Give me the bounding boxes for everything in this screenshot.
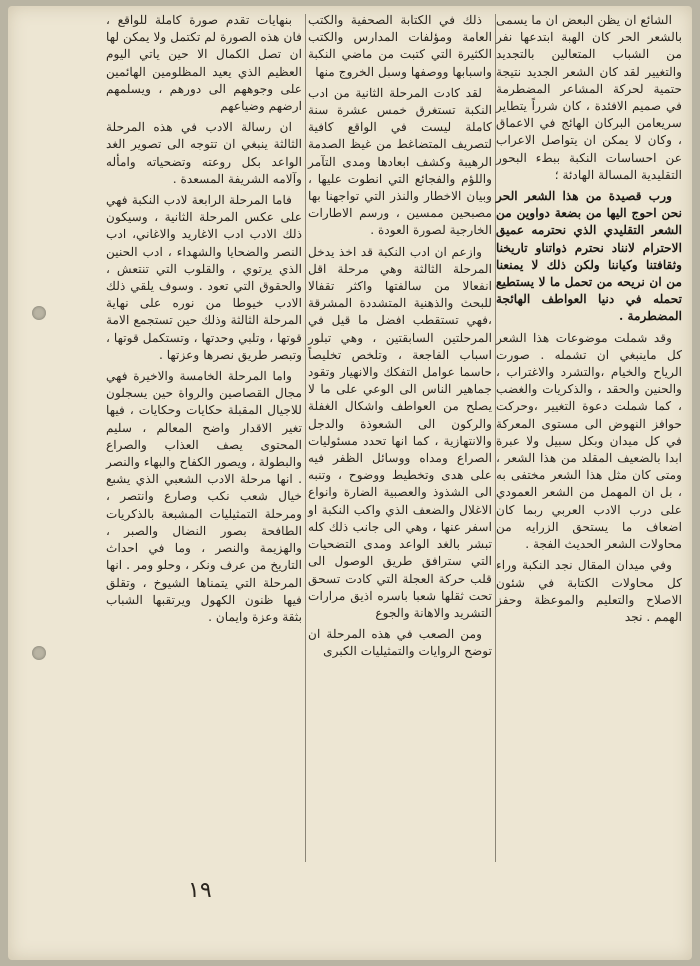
column-divider [495,14,496,862]
column-right [496,12,682,630]
paragraph: فاما المرحلة الرابعة لادب النكبة فهي على عكس المرحلة الثانية ، وسيكون ذلك الادب ادب الاغاريد والاغاني، ادب النصر والضحايا والشهداء ، ادب الحنين الذي يرتوي ، والقلوب التي تنتعش ، والحقوق التي تعود . وسوف يلقي ذلك الادب خيوطا من نوره على نهاية المرحلة الثالثة وذلك حين تستجمع الامة قوتها ، وتلبي وحدتها ، وتستكمل قوتها ، وتبصر طريق نصرها وعزتها . [106,193,302,362]
paragraph: ورب قصيدة من هذا الشعر الحر نحن احوج اليها من بضعة دواوين من الشعر التقليدي الذي نحترمه عميق الاحترام لانناد نحترم ذواتناو تاريخنا وثقافتنا وكياننا ولكن ذلك لا يمنعنا من ان نريحه من تحمل ما لا يستطيع تحمله في دنيا العواطف الهائجة المضطرمة . [496,189,682,324]
binding-hole [32,646,46,660]
page-number: ١٩ [188,878,212,903]
column-middle [308,12,492,665]
paragraph: وفي ميدان المقال نجد النكبة وراء كل محاولات الكتابة في شئون الاصلاح والتعليم والموعظة وحفز الهمم . نجد [496,558,682,624]
paragraph: لقد كادت المرحلة الثانية من ادب النكبة تستغرق خمس عشرة سنة كاملة ليست في الواقع كافية لتصريف المتضاغط من غيظ الصدمة الرهيبة وكشف ابعادها ومدى التآمر واللؤم والفجائع التي انطوت عليها ، وبيان الاخطار والنذر التي تواجهنا بها مصبحين ممسين ، ورسم الاطارات الخارجية لصورة العودة . [308,85,492,238]
paragraph: واما المرحلة الخامسة والاخيرة فهي مجال القصاصين والرواة حين يسجلون للاجيال المقبلة حكايات وحكايات ، فيها تغير الاقدار واضح المعالم ، سليم المحتوى يصف العذاب والصراع والبطولة ، ويصور الكفاح والبهاء والنصر . انها مرحلة الادب الشعبي الذي يشبع خيال شعب نكب وصارع وانتصر ، ومرحلة التمثيليات المشبعة بالذكريات الطافحة بصور النضال والصبر ، والهزيمة والنصر ، وما في احداث التاريخ من عرف ونكر ، وحلو ومر . انها المرحلة التي يتمناها الشيوخ ، وتقلق فيها ظنون الكهول ويرتقبها الشباب بثقة وعزة وايمان . [106,369,302,624]
paragraph: بنهايات تقدم صورة كاملة للواقع ، فان هذه الصورة لم تكتمل ولا يمكن لها ان تصل الكمال الا حين ياتي اليوم العظيم الذي يعيد المظلومين الهائمين على وجوههم الى دورهم ، ويسلمهم ارضهم وضياعهم [106,13,302,114]
paragraph: ذلك في الكتابة الصحفية والكتب العامة ومؤلفات المدارس والكتب الكثيرة التي كتبت من ماضي النكبة واسبابها ووصفها وسبل الخروج منها [308,13,492,79]
paragraph: ومن الصعب في هذه المرحلة ان توضح الروايات والتمثيليات الكبرى [308,627,492,659]
paragraph: وقد شملت موضوعات هذا الشعر كل ماينبغي ان تشمله . صورت الرياح والخيام ،والتشرد والاغتراب ، والحنين والحقد ، والذكريات والغضب ، كما شملت دعوة التغيير ،وحركت حوافز النهوض الى مستوى المعركة في كل ميدان وبكل سبيل ولا عبرة ابدا بالضعيف المقلد من هذا الشعر ، ومتى كان مثل هذا الشعر مختفى به ، بل ان المهمل من الشعر العمودي على درب الادب العربي ربما كان اضعاف ما يستحق الزرايه من محاولات الشعر الحديث الفجة . [496,330,682,552]
column-divider [305,14,306,862]
magazine-page [8,6,692,960]
paragraph: وازعم ان ادب النكبة قد اخذ يدخل المرحلة الثالثة وهي مرحلة اقل انفعالا من سالفتها واكثر تقفالا للبحث والذهنية المتشددة المشرقة ،فهي تستقطب افضل ما قيل في المرحلتين السابقتين ، وهي تبلور اسباب الفاجعة ، وتلخص تخليصاً حاسما عوامل التفكك والانهيار وتقود جماهير الناس الى الوعي على ما لا يصلح من العواطف واشكال الغفلة والركون الى الشعوذة والدجل والانتهازية ، كما انها تحدد مسئوليات الصراع ومداه ووسائل الظفر فيه على هدى وتخطيط ووضوح ، وتنبه الى الشذوذ والعصبية الضارة وانواع الاغلال والضعف الذي واكب النكبة او اسفر عنها ، وهي الى جانب ذلك كله تبشر بالغد الواعد ومدى التضحيات التي سترافق طريق الوصول الى قلب حركة العجلة التي كادت تسحق تحت ثقلها شعبا باسره اذيق مرارات التشريد والاهانة والجوع [308,244,492,620]
paragraph: الشائع ان يظن البعض ان ما يسمى بالشعر الحر كان الهبة ابتدعها نفر من الشباب المتعالين بالتجديد والتغيير لقد كان الشعر الجديد نتيجة حتمية لحركة المشاعر المضطرمة في صميم الافئدة ، كان شرراً يتطاير سريعامن البركان الهائج في الاعماق ، وكان لا يمكن ان يتواصل الاعراب عن احساسات النكبة ببطء البحور التقليدية المسالة الهادئة ؛ [496,13,682,182]
paragraph: ان رسالة الادب في هذه المرحلة الثالثة ينبغي ان تتوجه الى تصوير الغد الواعد بكل روعته وتضحياته وامأله وآلامه الشريفة المسعدة . [106,120,302,186]
column-left [106,12,302,630]
binding-hole [32,306,46,320]
